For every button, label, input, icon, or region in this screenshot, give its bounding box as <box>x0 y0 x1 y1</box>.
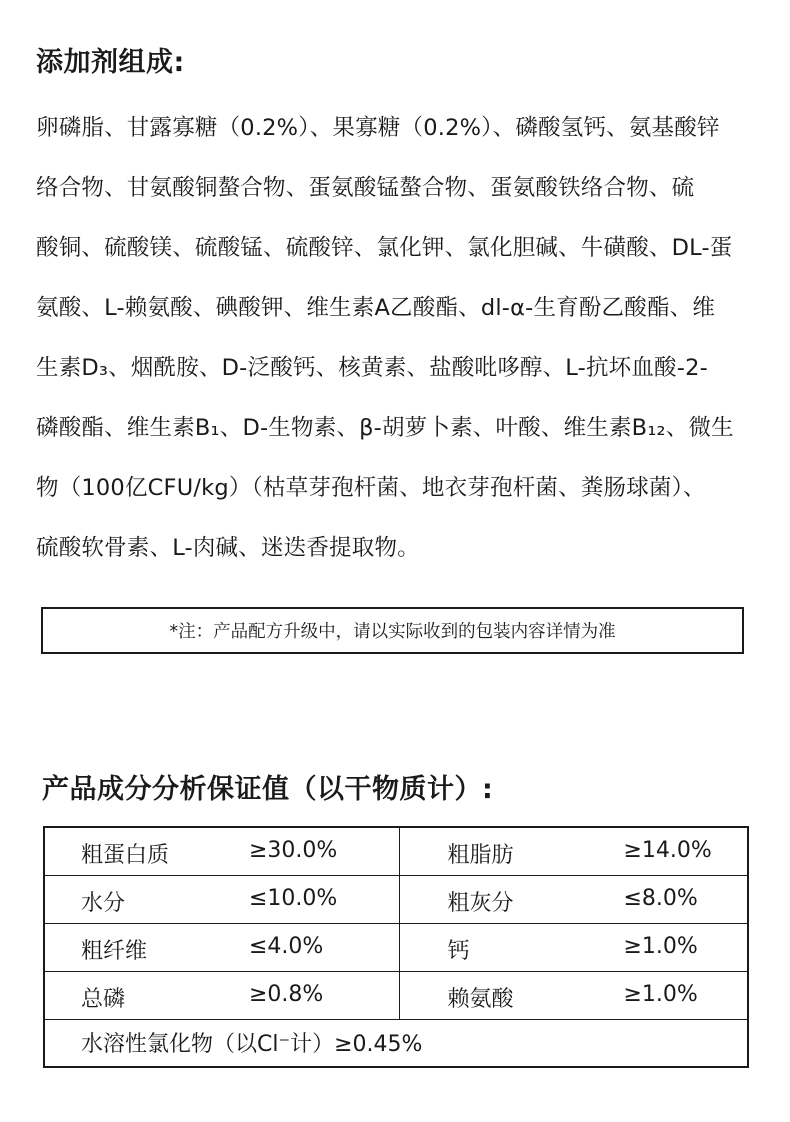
additives-line: 物（100亿CFU/kg）（枯草芽孢杆菌、地衣芽孢杆菌、粪肠球菌）、 <box>36 475 706 501</box>
additives-line: 酸铜、硫酸镁、硫酸锰、硫酸锌、氯化钾、氯化胆碱、牛磺酸、DL-蛋 <box>36 235 733 261</box>
analysis-title: 产品成分分析保证值（以干物质计）: <box>42 774 494 805</box>
additives-line: 硫酸软骨素、L-肉碱、迷迭香提取物。 <box>36 535 420 561</box>
formula-note-text: *注：产品配方升级中，请以实际收到的包装内容详情为准 <box>169 622 616 642</box>
additives-line: 卵磷脂、甘露寡糖（0.2%）、果寡糖（0.2%）、磷酸氢钙、氨基酸锌 <box>36 115 720 141</box>
nutrient-name: 粗蛋白质 <box>81 843 170 868</box>
table-row <box>44 1020 748 1067</box>
nutrient-value: ≥1.0% <box>623 982 698 1007</box>
additives-line: 磷酸酯、维生素B₁、D-生物素、β-胡萝卜素、叶酸、维生素B₁₂、微生 <box>36 415 734 441</box>
nutrient-value: ≤8.0% <box>623 886 698 911</box>
nutrient-name: 粗脂肪 <box>447 843 514 868</box>
nutrient-name: 水分 <box>81 891 126 916</box>
nutrient-name: 钙 <box>447 939 470 964</box>
formula-note-box <box>41 607 744 654</box>
nutrient-value: ≤10.0% <box>249 886 338 911</box>
nutrient-value: ≥1.0% <box>623 934 698 959</box>
nutrient-name: 粗纤维 <box>81 939 148 964</box>
table-row <box>44 827 748 876</box>
table-row <box>44 876 748 924</box>
additives-line: 生素D₃、烟酰胺、D-泛酸钙、核黄素、盐酸吡哆醇、L-抗坏血酸-2- <box>36 355 708 381</box>
analysis-table <box>43 826 749 1068</box>
chloride-row: 水溶性氯化物（以Cl⁻计）≥0.45% <box>44 1020 748 1067</box>
nutrient-value: ≥30.0% <box>249 838 338 863</box>
nutrient-name: 粗灰分 <box>447 891 514 916</box>
nutrient-value: ≥14.0% <box>623 838 712 863</box>
nutrient-value: ≤4.0% <box>249 934 324 959</box>
nutrient-name: 赖氨酸 <box>447 987 514 1012</box>
nutrient-name: 总磷 <box>81 987 126 1012</box>
additives-line: 氨酸、L-赖氨酸、碘酸钾、维生素A乙酸酯、dl-α-生育酚乙酸酯、维 <box>36 295 716 321</box>
nutrient-value: ≥0.8% <box>249 982 324 1007</box>
additives-title: 添加剂组成: <box>36 47 185 78</box>
additives-line: 络合物、甘氨酸铜螯合物、蛋氨酸锰螯合物、蛋氨酸铁络合物、硫 <box>36 175 695 201</box>
table-row <box>44 924 748 972</box>
table-row <box>44 972 748 1020</box>
